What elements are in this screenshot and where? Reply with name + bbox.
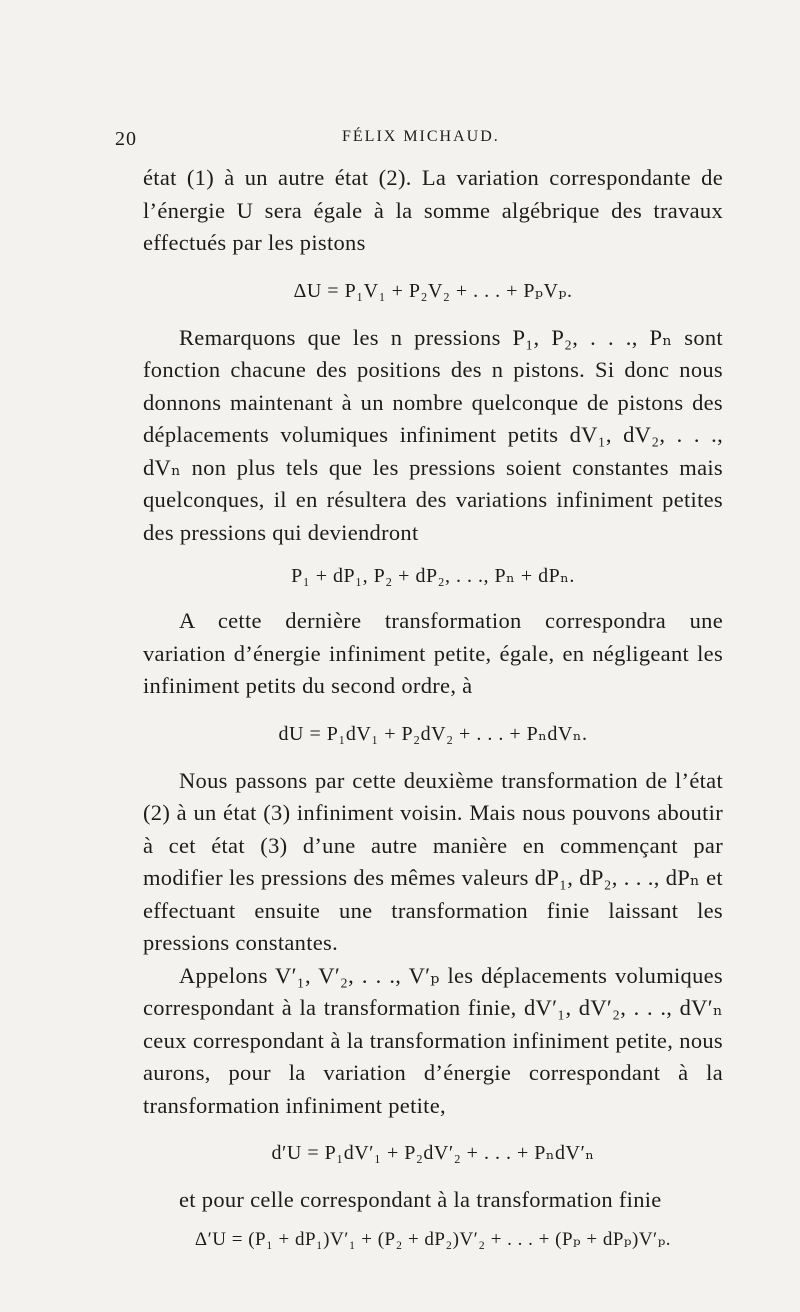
paragraph-5: Appelons V′₁, V′₂, . . ., V′ₚ les déplacements volumiques correspondant à la transformation finie, dV′₁, dV′₂, . . ., dV′ₙ ceux correspondant à la transformation infiniment petite, nous aurons, pour la variation d’énergie correspondant à la transformation infiniment petite, xyxy=(143,962,723,1118)
page-number: 20 xyxy=(115,128,137,150)
equation-pressures: P₁ + dP₁, P₂ + dP₂, . . ., Pₙ + dPₙ. xyxy=(291,565,575,587)
running-title: FÉLIX MICHAUD. xyxy=(342,128,500,145)
page-header xyxy=(0,128,800,158)
paragraph-4: Nous passons par cette deuxième transformation de l’état (2) à un état (3) infiniment voisin. Mais nous pouvons aboutir à cet état (3) d’une autre manière en commençant par modifier les pressions des mêmes valeurs dP₁, dP₂, . . ., dPₙ et effectuant ensuite une transformation finie laissant les pressions constantes. xyxy=(143,767,723,955)
equation-delta-u: ΔU = P₁V₁ + P₂V₂ + . . . + PₚVₚ. xyxy=(293,279,573,302)
equation-delta-prime-u: Δ′U = (P₁ + dP₁)V′₁ + (P₂ + dP₂)V′₂ + . . . + (Pₚ + dPₚ)V′ₚ. xyxy=(194,1228,672,1250)
equation-d-prime-u: d′U = P₁dV′₁ + P₂dV′₂ + . . . + PₙdV′ₙ xyxy=(271,1142,595,1164)
page-body xyxy=(143,162,723,1263)
paragraph-3: A cette dernière transformation correspondra une variation d’énergie infiniment petite, égale, en négligeant les infiniment petits du second ordre, à xyxy=(143,608,723,698)
paragraph-6: et pour celle correspondant à la transformation finie xyxy=(179,1187,662,1212)
paragraph-2: Remarquons que les n pressions P₁, P₂, . . ., Pₙ sont fonction chacune des positions des n pistons. Si donc nous donnons maintenant à un nombre quelconque de pistons des déplacements volumiques infiniment petits dV₁, dV₂, . . ., dVₙ non plus tels que les pressions soient constantes mais quelconques, il en résultera des variations infiniment petites des pressions qui deviendront xyxy=(143,324,723,545)
paragraph-1: état (1) à un autre état (2). La variation correspondante de l’énergie U sera égale à la somme algébrique des travaux effectués par les pistons xyxy=(143,165,723,255)
equation-du: dU = P₁dV₁ + P₂dV₂ + . . . + PₙdVₙ. xyxy=(278,722,588,745)
